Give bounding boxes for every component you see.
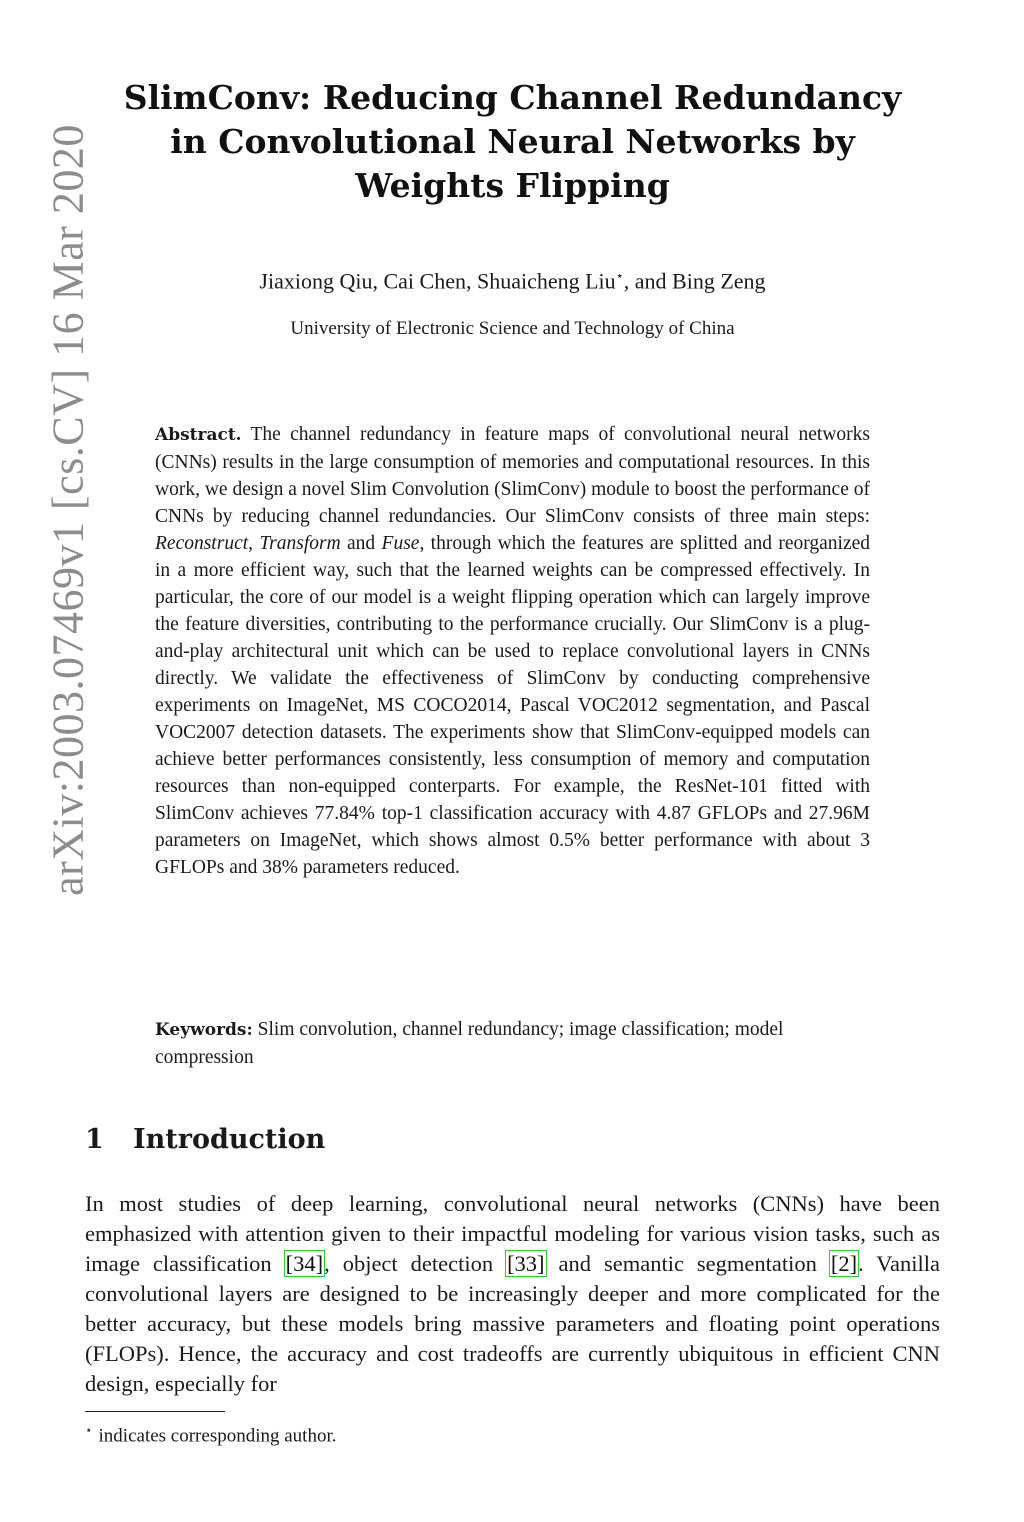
abstract — [155, 421, 870, 881]
intro-text-1: In most studies of deep learning, convolutional neural networks (CNNs) have been emphasized with attention given to their impactful modeling for various vision tasks, such as image classification — [85, 1191, 940, 1276]
keywords-text: Slim convolution, channel redundancy; image classification; model compression — [155, 1019, 784, 1068]
introduction-paragraph — [85, 1189, 940, 1399]
abstract-label: Abstract. — [155, 425, 242, 445]
author-affiliation: University of Electronic Science and Technology of China — [290, 318, 735, 339]
citation-link-2[interactable]: [2] — [830, 1251, 858, 1276]
abstract-separator-1: , — [248, 533, 260, 554]
section-title: Introduction — [133, 1124, 326, 1155]
abstract-step-transform: Transform — [259, 533, 341, 554]
intro-text-2: , object detection — [324, 1251, 507, 1276]
footnote-text: indicates corresponding author. — [98, 1425, 337, 1447]
abstract-separator-2: and — [340, 533, 382, 554]
intro-text-3: and semantic segmentation — [545, 1251, 830, 1276]
author-names: Jiaxiong Qiu, Cai Chen, Shuaicheng Liu — [259, 268, 616, 294]
section-heading-introduction — [85, 1120, 325, 1160]
footnote — [85, 1417, 336, 1449]
corresponding-author-mark: ⋆ — [615, 268, 624, 283]
section-number: 1 — [85, 1124, 104, 1155]
author-list — [110, 262, 915, 295]
abstract-text-part1: The channel redundancy in feature maps of convolutional neural networks (CNNs) results in the large consumption of memories and computational resources. In this work, we design a novel Slim Convolution (SlimConv) module to boost the performance of CNNs by reducing channel redundancies. Our SlimConv consists of three main steps: — [155, 424, 870, 527]
abstract-text-part2: , through which the features are splitted and reorganized in a more efficient way, such that the learned weights can be compressed effectively. In particular, the core of our model is a weight flipping operation which can largely improve the feature diversities, contributing to the performance crucially. Our SlimConv is a plug-and-play architectural unit which can be used to replace convolutional layers in CNNs directly. We validate the effectiveness of SlimConv by conducting comprehensive experiments on ImageNet, MS COCO2014, Pascal VOC2012 segmentation, and Pascal VOC2007 detection datasets. The experiments show that SlimConv-equipped models can achieve better performances consistently, less consumption of memory and computation resources than non-equipped conterparts. For example, the ResNet-101 fitted with SlimConv achieves 77.84% top-1 classification accuracy with 4.87 GFLOPs and 27.96M parameters on ImageNet, which shows almost 0.5% better performance with about 3 GFLOPs and 38% parameters reduced. — [155, 533, 871, 878]
footnote-mark: ⋆ — [85, 1423, 93, 1437]
author-names-tail: , and Bing Zeng — [623, 268, 766, 294]
arxiv-identifier-stamp: arXiv:2003.07469v1 [cs.CV] 16 Mar 2020 — [43, 124, 93, 896]
abstract-step-fuse: Fuse — [381, 533, 420, 554]
footnote-divider — [85, 1411, 225, 1412]
intro-text-4: . Vanilla convolutional layers are designed to be increasingly deeper and more complicated for the better accuracy, but these models bring massive parameters and floating point operations (FLOPs). Hence, the accuracy and cost tradeoffs are currently ubiquitous in efficient CNN design, especially for — [85, 1251, 940, 1396]
abstract-step-reconstruct: Reconstruct — [155, 533, 249, 554]
citation-link-34[interactable]: [34] — [285, 1251, 324, 1276]
keywords — [155, 1016, 870, 1071]
citation-link-33[interactable]: [33] — [507, 1251, 545, 1276]
paper-title: SlimConv: Reducing Channel Redundancy in Convolutional Neural Networks by Weights Flipping — [123, 78, 902, 205]
keywords-label: Keywords: — [155, 1020, 253, 1040]
